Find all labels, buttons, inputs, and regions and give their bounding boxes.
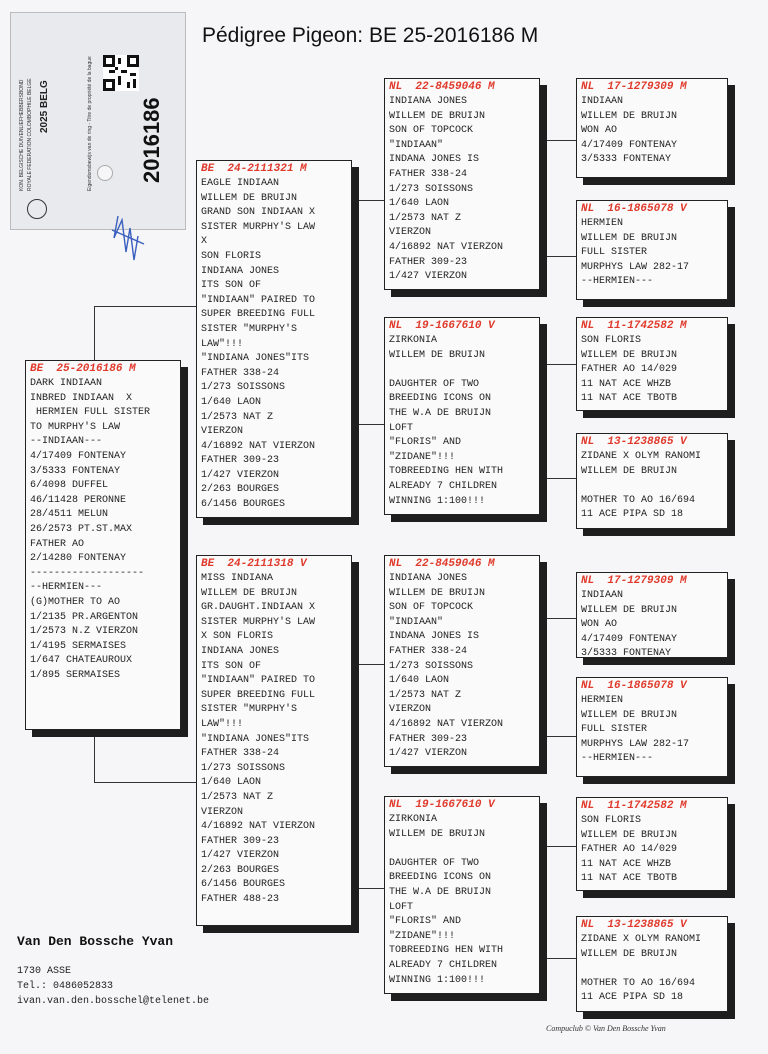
pigeon-card-mff [576, 572, 728, 658]
pigeon-info-line: SON OF TOPCOCK [389, 602, 474, 614]
pigeon-info-line: 2/14280 FONTENAY [30, 553, 127, 565]
pigeon-card-fmm [576, 433, 728, 529]
pigeon-info-line: (G)MOTHER TO AO [30, 596, 121, 608]
pigeon-info-line: TO MURPHY'S LAW [30, 421, 121, 433]
pigeon-info-line: ALREADY 7 CHILDREN [389, 959, 498, 971]
pigeon-info-line: LOFT [389, 901, 414, 913]
pigeon-info-line: FULL SISTER [581, 724, 648, 736]
pigeon-info-line: WINNING 1:100!!! [389, 495, 486, 507]
pigeon-info-line: 1/640 LAON [201, 777, 262, 789]
pigeon-info-line: FATHER 309-23 [201, 835, 280, 847]
pigeon-info-line: 1/427 VIERZON [201, 850, 280, 862]
pigeon-card-mother-father [384, 555, 540, 767]
connector-line [350, 424, 384, 425]
connector-line [540, 958, 576, 959]
pigeon-info-line: WINNING 1:100!!! [389, 974, 486, 986]
pigeon-info-line: GRAND SON INDIAAN X [201, 207, 316, 219]
pigeon-info-line: SISTER MURPHY'S LAW [201, 616, 316, 628]
ring-number-header: NL 22-8459046 M [389, 558, 495, 570]
connector-line [540, 140, 576, 141]
pigeon-info-line: BREEDING ICONS ON [389, 872, 492, 884]
pigeon-info-line: 1/2573 NAT Z [201, 411, 274, 423]
pigeon-info-line: 1/273 SOISSONS [389, 660, 474, 672]
pigeon-info-line: 1/427 VIERZON [389, 271, 468, 283]
connector-line [540, 364, 576, 365]
ring-federation-text-2: ROYALE FEDERATION COLOMBOPHILE BELGE [27, 78, 33, 191]
connector-line [540, 846, 576, 847]
ring-number-header: NL 17-1279309 M [581, 81, 687, 93]
pigeon-card-mmf [576, 797, 728, 891]
pigeon-card-mother-mother [384, 796, 540, 994]
ring-number-header: NL 11-1742582 M [581, 320, 687, 332]
pigeon-info-line: VIERZON [201, 806, 244, 818]
pigeon-info-line: WON AO [581, 125, 618, 137]
connector-line [94, 728, 95, 782]
pigeon-info-line: FATHER AO 14/029 [581, 364, 678, 376]
pigeon-info-line: WON AO [581, 619, 618, 631]
pigeon-info-line: WILLEM DE BRUIJN [581, 709, 678, 721]
pigeon-card-mfm [576, 677, 728, 777]
pigeon-info-line: "FLORIS" AND [389, 916, 462, 928]
pigeon-info-line: 4/16892 NAT VIERZON [201, 440, 316, 452]
pigeon-info-line: 3/5333 FONTENAY [30, 465, 121, 477]
connector-line [94, 782, 196, 783]
pigeon-info-line: 1/273 SOISSONS [201, 382, 286, 394]
connector-line [540, 256, 576, 257]
pigeon-info-line: 1/2573 NAT Z [389, 689, 462, 701]
pigeon-info-line: 11 NAT ACE WHZB [581, 858, 672, 870]
pigeon-info-line: ZIDANE X OLYM RANOMI [581, 451, 702, 462]
pigeon-info-line: WILLEM DE BRUIJN [581, 465, 678, 477]
connector-line [540, 478, 576, 479]
pigeon-info-line: INDIAAN [581, 590, 624, 601]
ring-label-hole [97, 165, 113, 181]
pigeon-info-line: FATHER 309-23 [389, 256, 468, 268]
pigeon-info-line: TOBREEDING HEN WITH [389, 466, 504, 478]
pigeon-info-line: FATHER AO [30, 538, 85, 550]
ring-number-header: BE 24-2111321 M [201, 163, 307, 175]
pigeon-info-line: 6/1456 BOURGES [201, 879, 286, 891]
pigeon-info-line: --HERMIEN--- [30, 582, 103, 594]
pigeon-info-line: 28/4511 MELUN [30, 509, 109, 521]
pigeon-info-line: WILLEM DE BRUIJN [201, 587, 298, 599]
pigeon-info-line: SISTER MURPHY'S LAW [201, 221, 316, 233]
pigeon-info-line: "INDIANA JONES"ITS [201, 353, 310, 365]
pigeon-info-line: 46/11428 PERONNE [30, 494, 127, 506]
pigeon-info-line: 1/2573 NAT Z [201, 791, 274, 803]
ring-number-header: NL 13-1238865 V [581, 919, 687, 931]
pigeon-info-line: 11 NAT ACE WHZB [581, 378, 672, 390]
pigeon-info-line: 4/17409 FONTENAY [581, 139, 678, 151]
pigeon-info-line: ALREADY 7 CHILDREN [389, 480, 498, 492]
ring-number: 2016186 [139, 97, 164, 183]
connector-line [94, 306, 95, 364]
owner-phone: Tel.: 0486052833 [17, 981, 114, 992]
pigeon-info-line: X SON FLORIS [201, 631, 274, 643]
pigeon-info-line: --HERMIEN--- [581, 276, 654, 288]
pigeon-info-line: SON FLORIS [581, 335, 642, 346]
pigeon-info-line: 4/16892 NAT VIERZON [389, 718, 504, 730]
ring-number-header: NL 16-1865078 V [581, 203, 687, 215]
pigeon-info-line: MURPHYS LAW 282-17 [581, 261, 690, 273]
pigeon-info-line: SISTER "MURPHY'S [201, 704, 298, 716]
pigeon-info-line: 3/5333 FONTENAY [581, 154, 672, 166]
pigeon-info-line: THE W.A DE BRUIJN [389, 407, 492, 419]
pigeon-info-line: FATHER 309-23 [389, 733, 468, 745]
pigeon-info-line: "FLORIS" AND [389, 437, 462, 449]
pigeon-info-line: 1/4195 SERMAISES [30, 640, 127, 652]
pigeon-info-line: INDANA JONES IS [389, 154, 480, 166]
ring-number-header: BE 24-2111318 V [201, 558, 307, 570]
pigeon-info-line: 6/4098 DUFFEL [30, 480, 109, 492]
signature-scribble-icon [104, 208, 152, 270]
pigeon-card-subject [25, 360, 181, 730]
pigeon-info-line: 1/2573 NAT Z [389, 212, 462, 224]
connector-line [94, 306, 196, 307]
pigeon-info-line [389, 842, 535, 857]
pigeon-info-line: INDIAAN [581, 96, 624, 107]
pigeon-info-line: LAW"!!! [201, 338, 244, 350]
pigeon-info-line [581, 479, 723, 494]
pigeon-info-line: FATHER 338-24 [389, 645, 468, 657]
pigeon-card-ffm [576, 200, 728, 300]
pigeon-info-line: WILLEM DE BRUIJN [581, 349, 678, 361]
pigeon-info-line: X [201, 236, 208, 248]
pigeon-info-line: 1/640 LAON [389, 675, 450, 687]
ring-number-header: NL 17-1279309 M [581, 575, 687, 587]
pigeon-info-line: 1/895 SERMAISES [30, 669, 121, 681]
page-title: Pédigree Pigeon: BE 25-2016186 M [202, 24, 539, 47]
ring-number-header: NL 19-1667610 V [389, 320, 495, 332]
pigeon-info-line: 3/5333 FONTENAY [581, 648, 672, 660]
pigeon-info-line: DAUGHTER OF TWO [389, 857, 480, 869]
connector-line [350, 200, 384, 201]
pigeon-info-line: THE W.A DE BRUIJN [389, 886, 492, 898]
pigeon-info-line: HERMIEN [581, 218, 624, 229]
pigeon-info-line: FATHER AO 14/029 [581, 844, 678, 856]
pigeon-info-line: FATHER 488-23 [201, 894, 280, 906]
pigeon-card-fmf [576, 317, 728, 411]
owner-email: ivan.van.den.bosschel@telenet.be [17, 996, 210, 1007]
pigeon-info-line: FATHER 338-24 [201, 748, 280, 760]
ring-number-header: NL 16-1865078 V [581, 680, 687, 692]
pigeon-info-line: ZIRKONIA [389, 814, 438, 825]
pigeon-info-line: DARK INDIAAN [30, 378, 103, 389]
ring-certificate [10, 12, 186, 230]
pigeon-info-line: "ZIDANE"!!! [389, 930, 456, 942]
pigeon-info-line: WILLEM DE BRUIJN [389, 587, 486, 599]
pigeon-info-line: 11 ACE PIPA SD 18 [581, 509, 684, 521]
pigeon-info-line: 1/2573 N.Z VIERZON [30, 626, 139, 638]
pigeon-info-line: SON FLORIS [581, 815, 642, 826]
ring-number-header: NL 11-1742582 M [581, 800, 687, 812]
pigeon-info-line: WILLEM DE BRUIJN [581, 829, 678, 841]
pigeon-info-line: 6/1456 BOURGES [201, 499, 286, 511]
pigeon-info-line: DAUGHTER OF TWO [389, 378, 480, 390]
pigeon-info-line: 26/2573 PT.ST.MAX [30, 523, 133, 535]
pigeon-info-line: "ZIDANE"!!! [389, 451, 456, 463]
pigeon-info-line: INDIANA JONES [201, 265, 280, 277]
pigeon-info-line: ZIRKONIA [389, 335, 438, 346]
pigeon-info-line: "INDIAAN" PAIRED TO [201, 675, 316, 687]
pigeon-info-line: 1/640 LAON [201, 396, 262, 408]
pigeon-info-line: HERMIEN FULL SISTER [30, 407, 151, 419]
pigeon-info-line: SISTER "MURPHY'S [201, 323, 298, 335]
pigeon-info-line: HERMIEN [581, 695, 624, 706]
pigeon-info-line: VIERZON [389, 227, 432, 239]
pigeon-info-line: WILLEM DE BRUIJN [581, 948, 678, 960]
pigeon-info-line: "INDIAAN" [389, 139, 444, 151]
pigeon-info-line: INDIANA JONES [201, 645, 280, 657]
pigeon-info-line: 1/427 VIERZON [389, 748, 468, 760]
pigeon-info-line: VIERZON [201, 426, 244, 438]
pigeon-info-line: WILLEM DE BRUIJN [581, 604, 678, 616]
pigeon-info-line: WILLEM DE BRUIJN [581, 110, 678, 122]
pigeon-info-line: VIERZON [389, 704, 432, 716]
pigeon-info-line: 1/2135 PR.ARGENTON [30, 611, 139, 623]
pigeon-info-line: LOFT [389, 422, 414, 434]
pigeon-info-line: MISS INDIANA [201, 573, 274, 584]
pigeon-info-line: 1/640 LAON [389, 198, 450, 210]
pigeon-info-line: WILLEM DE BRUIJN [581, 232, 678, 244]
pigeon-card-father [196, 160, 352, 518]
connector-line [350, 888, 384, 889]
pigeon-info-line: FATHER 309-23 [201, 455, 280, 467]
pigeon-info-line: MOTHER TO AO 16/694 [581, 494, 696, 506]
pigeon-info-line: 4/16892 NAT VIERZON [389, 241, 504, 253]
pigeon-info-line: "INDIAAN" PAIRED TO [201, 294, 316, 306]
pigeon-info-line: EAGLE INDIAAN [201, 178, 280, 189]
pigeon-info-line: LAW"!!! [201, 718, 244, 730]
pigeon-info-line: WILLEM DE BRUIJN [389, 828, 486, 840]
footer-credit: Compuclub © Van Den Bossche Yvan [546, 1024, 666, 1033]
pigeon-info-line: SON OF TOPCOCK [389, 125, 474, 137]
pigeon-info-line: 2/263 BOURGES [201, 864, 280, 876]
pigeon-info-line: GR.DAUGHT.INDIAAN X [201, 602, 316, 614]
pigeon-info-line: 11 NAT ACE TBOTB [581, 393, 678, 405]
pigeon-info-line: FATHER 338-24 [389, 168, 468, 180]
pigeon-info-line: "INDIAAN" [389, 616, 444, 628]
pigeon-info-line: INDANA JONES IS [389, 631, 480, 643]
pigeon-info-line [581, 962, 723, 977]
pigeon-info-line: SUPER BREEDING FULL [201, 689, 316, 701]
pigeon-info-line: 1/273 SOISSONS [201, 762, 286, 774]
pigeon-info-line: 1/273 SOISSONS [389, 183, 474, 195]
pigeon-info-line: ------------------- [30, 567, 145, 579]
pigeon-info-line: WILLEM DE BRUIJN [201, 192, 298, 204]
pigeon-info-line: --INDIAAN--- [30, 436, 103, 448]
pigeon-info-line: 1/647 CHATEAUROUX [30, 655, 133, 667]
ring-number-header: NL 13-1238865 V [581, 436, 687, 448]
pigeon-info-line: INDIANA JONES [389, 96, 468, 107]
pigeon-info-line: 2/263 BOURGES [201, 484, 280, 496]
ring-year-country: 2025 BELG [39, 80, 50, 133]
owner-name: Van Den Bossche Yvan [17, 934, 174, 949]
pigeon-card-mother [196, 555, 352, 926]
ring-federation-text-1: KON. BELGISCHE DUIVENLIEFHEBBERSBOND [19, 79, 25, 191]
pigeon-info-line: 4/16892 NAT VIERZON [201, 821, 316, 833]
ring-number-header: NL 19-1667610 V [389, 799, 495, 811]
ring-number-header: NL 22-8459046 M [389, 81, 495, 93]
pigeon-info-line: INDIANA JONES [389, 573, 468, 584]
pigeon-info-line: SON FLORIS [201, 250, 262, 262]
pigeon-info-line: TOBREEDING HEN WITH [389, 945, 504, 957]
pigeon-info-line: 4/17409 FONTENAY [581, 633, 678, 645]
pigeon-info-line: FATHER 338-24 [201, 367, 280, 379]
pigeon-info-line: FULL SISTER [581, 247, 648, 259]
connector-line [540, 736, 576, 737]
pigeon-info-line: MURPHYS LAW 282-17 [581, 738, 690, 750]
ring-number-header: BE 25-2016186 M [30, 363, 136, 375]
pigeon-info-line: 4/17409 FONTENAY [30, 450, 127, 462]
pigeon-info-line: 11 NAT ACE TBOTB [581, 873, 678, 885]
pigeon-info-line: WILLEM DE BRUIJN [389, 110, 486, 122]
connector-line [350, 664, 384, 665]
pigeon-card-mmm [576, 916, 728, 1012]
qr-code-icon [103, 55, 139, 91]
pigeon-info-line: ZIDANE X OLYM RANOMI [581, 934, 702, 945]
pigeon-info-line: SUPER BREEDING FULL [201, 309, 316, 321]
pigeon-info-line: "INDIANA JONES"ITS [201, 733, 310, 745]
pigeon-info-line: --HERMIEN--- [581, 753, 654, 765]
owner-address: 1730 ASSE [17, 966, 72, 977]
pigeon-info-line: 1/427 VIERZON [201, 469, 280, 481]
pigeon-info-line: ITS SON OF [201, 660, 262, 672]
federation-logo-icon [27, 199, 47, 219]
pigeon-info-line [389, 363, 535, 378]
pigeon-card-father-mother [384, 317, 540, 515]
connector-line [540, 618, 576, 619]
pigeon-info-line: ITS SON OF [201, 280, 262, 292]
pigeon-info-line: 11 ACE PIPA SD 18 [581, 992, 684, 1004]
pigeon-info-line: BREEDING ICONS ON [389, 393, 492, 405]
pigeon-info-line: INBRED INDIAAN X [30, 392, 133, 404]
pigeon-info-line: WILLEM DE BRUIJN [389, 349, 486, 361]
pigeon-info-line: MOTHER TO AO 16/694 [581, 977, 696, 989]
ring-ownership-text: Eigendomsbewijs van de ring - Titre de propriété de la bague [87, 56, 93, 191]
pigeon-card-father-father [384, 78, 540, 290]
pigeon-card-fff [576, 78, 728, 178]
